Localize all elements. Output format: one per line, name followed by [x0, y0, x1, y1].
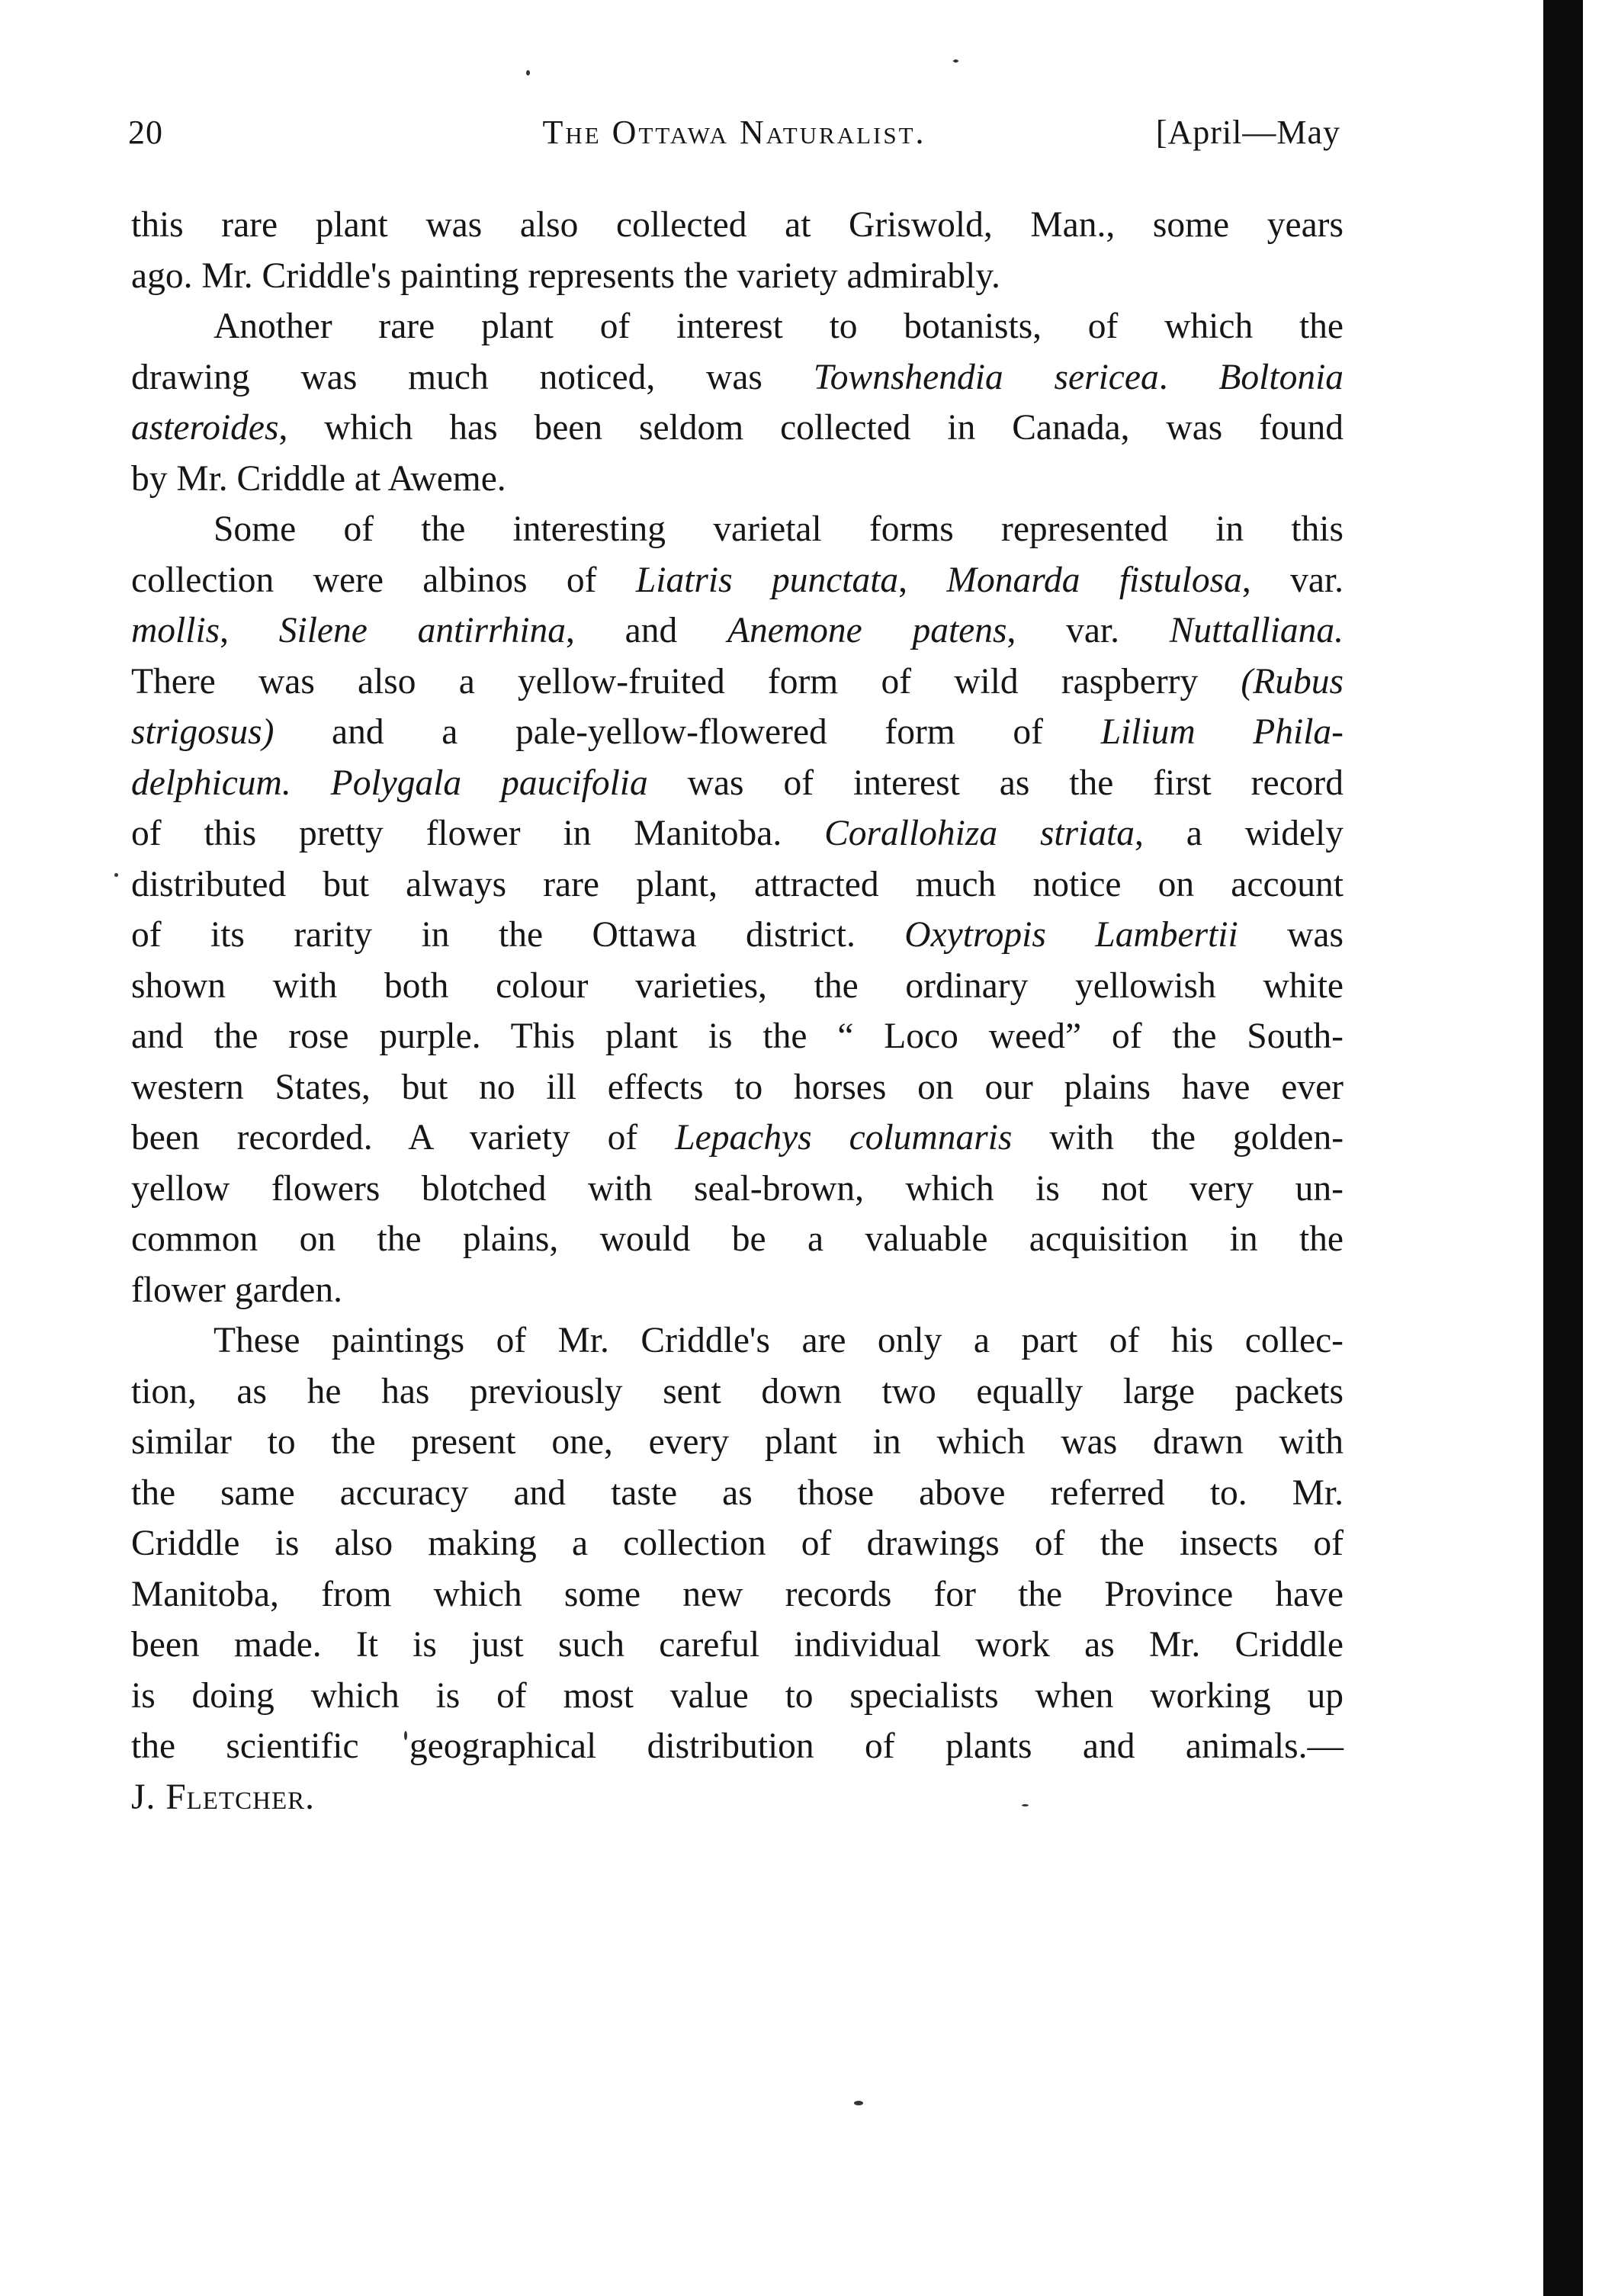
scan-edge-bar	[1543, 0, 1583, 2296]
text-line: the scientific geographical distribution of plants and animals.—	[131, 1726, 1344, 1766]
text-line: These paintings of Mr. Criddle's are only a part of his collec-	[213, 1321, 1344, 1360]
text-segment: with the golden-	[1012, 1118, 1344, 1158]
running-header	[128, 113, 1340, 159]
italic-taxon: Anemone patens	[727, 611, 1007, 650]
text-line	[131, 758, 1344, 809]
text-segment: , which has been seldom collected in Canada, was found	[278, 408, 1344, 448]
scan-speck	[953, 59, 958, 63]
italic-taxon: asteroides	[131, 408, 279, 448]
scan-speck	[526, 70, 530, 75]
italic-taxon: Oxytropis Lambertii	[904, 915, 1238, 955]
text-segment: was	[1238, 915, 1344, 955]
text-segment: .	[1158, 357, 1219, 397]
text-segment: and a pale-yellow-flowered form of	[274, 712, 1101, 752]
text-line	[131, 605, 1344, 657]
author-signature: J. Fletcher.	[131, 1777, 316, 1817]
italic-taxon: Liatris punctata	[635, 560, 899, 600]
text-line: and the rose purple. This plant is the “ Loco weed” of the South-	[131, 1016, 1344, 1056]
text-line: by Mr. Criddle at Aweme.	[131, 458, 506, 499]
text-segment: , var.	[1241, 560, 1344, 600]
text-line: tion, as he has previously sent down two equally large packets	[131, 1371, 1344, 1411]
italic-taxon: Boltonia	[1218, 357, 1344, 397]
text-segment: ,	[898, 560, 947, 600]
scan-speck	[114, 873, 118, 877]
text-segment: drawing was much noticed, was	[131, 357, 814, 397]
italic-taxon: mollis	[131, 611, 220, 650]
italic-taxon: Townshendia sericea	[813, 357, 1159, 397]
text-line: distributed but always rare plant, attracted much notice on account	[131, 864, 1344, 904]
text-line: Criddle is also making a collection of drawings of the insects of	[131, 1524, 1344, 1563]
text-line	[131, 1113, 1344, 1164]
text-line: is doing which is of most value to specialists when working up	[131, 1675, 1344, 1716]
text-line	[131, 808, 1344, 859]
text-line: Some of the interesting varietal forms represented in this	[213, 509, 1344, 549]
issue-label: [April—May	[1155, 114, 1340, 151]
journal-title: The Ottawa Naturalist.	[542, 114, 926, 151]
text-line: common on the plains, would be a valuable acquisition in the	[131, 1219, 1344, 1259]
text-line	[131, 657, 1344, 708]
text-segment: was of interest as the first record	[647, 763, 1344, 803]
text-line: been made. It is just such careful individual work as Mr. Criddle	[131, 1625, 1344, 1665]
text-segment: ,	[220, 611, 279, 650]
italic-taxon: Corallohiza striata	[824, 814, 1135, 853]
text-line	[131, 352, 1344, 403]
text-segment: , and	[566, 611, 727, 650]
text-line: Another rare plant of interest to botanists, of which the	[213, 307, 1344, 346]
text-line	[131, 555, 1344, 606]
page-number: 20	[128, 114, 163, 151]
italic-taxon: Lilium Phila-	[1100, 712, 1344, 752]
text-segment: collection were albinos of	[131, 560, 636, 600]
italic-taxon: Lepachys columnaris	[675, 1118, 1013, 1158]
article-body	[131, 200, 1344, 1822]
italic-taxon: Silene antirrhina	[278, 611, 567, 650]
text-line	[131, 403, 1344, 454]
text-segment: , var.	[1006, 611, 1170, 650]
text-segment: , a widely	[1135, 814, 1344, 853]
text-segment: of this pretty flower in Manitoba.	[131, 814, 825, 853]
italic-taxon: Monarda fistulosa	[946, 560, 1242, 600]
italic-taxon: strigosus)	[131, 712, 274, 752]
text-line: yellow flowers blotched with seal-brown, which is not very un-	[131, 1168, 1344, 1209]
text-segment: of its rarity in the Ottawa district.	[131, 915, 905, 955]
text-line: ago. Mr. Criddle's painting represents the variety admirably.	[131, 255, 1000, 296]
text-line: western States, but no ill effects to horses on our plains have ever	[131, 1067, 1344, 1107]
text-line	[131, 707, 1344, 758]
text-line: flower garden.	[131, 1270, 342, 1310]
text-line	[131, 910, 1344, 961]
italic-taxon: delphicum. Polygala paucifolia	[131, 763, 648, 803]
scan-speck	[854, 2101, 863, 2105]
italic-taxon: (Rubus	[1241, 661, 1344, 702]
text-line: shown with both colour varieties, the ordinary yellowish white	[131, 965, 1344, 1006]
text-line: the same accuracy and taste as those above referred to. Mr.	[131, 1472, 1344, 1513]
text-segment: There was also a yellow-fruited form of wild raspberry	[131, 661, 1241, 702]
text-line: similar to the present one, every plant in which was drawn with	[131, 1422, 1344, 1462]
text-segment: been recorded. A variety of	[131, 1118, 676, 1158]
text-line: this rare plant was also collected at Griswold, Man., some years	[131, 205, 1344, 245]
italic-taxon: Nuttalliana.	[1169, 611, 1344, 650]
text-line: Manitoba, from which some new records for the Province have	[131, 1574, 1344, 1614]
